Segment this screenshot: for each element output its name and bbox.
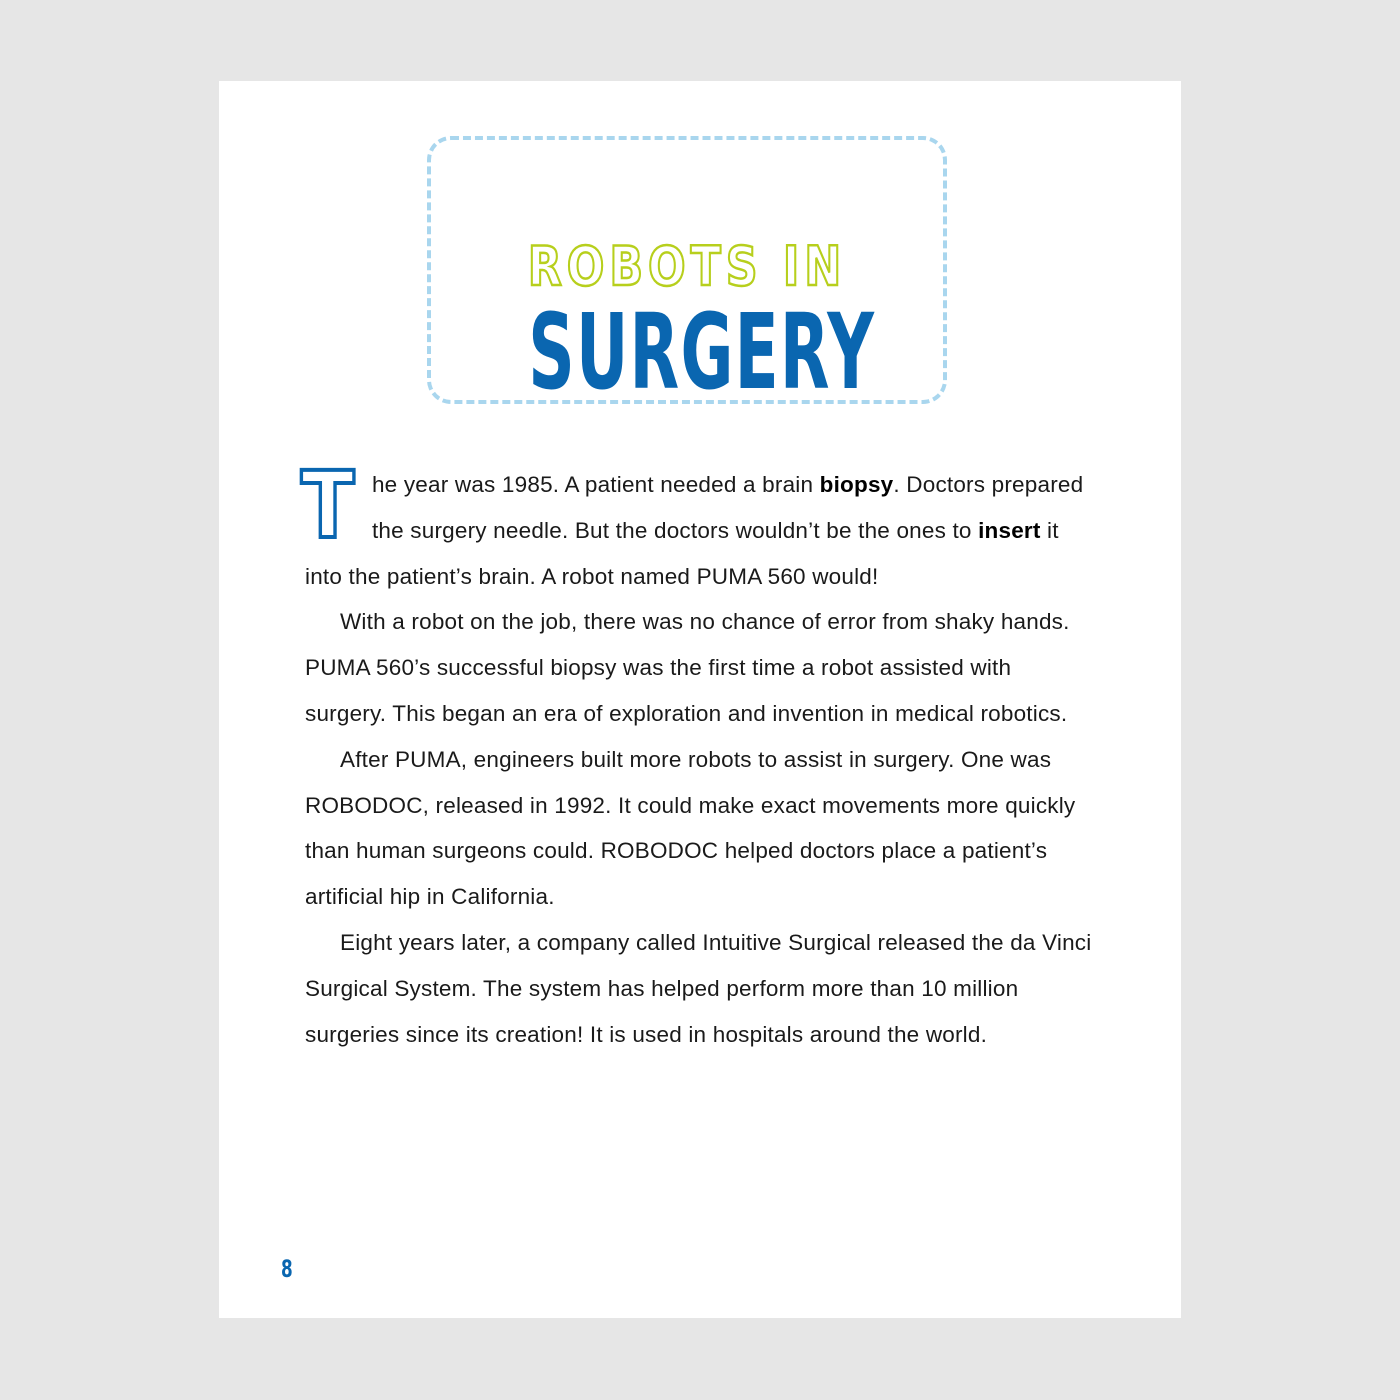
page-number: 8 bbox=[281, 1255, 293, 1283]
drop-cap: T bbox=[301, 452, 355, 559]
paragraph bbox=[305, 737, 1095, 920]
glossary-term: biopsy bbox=[819, 472, 894, 497]
text-segment: . Doctors prepared the surgery needle. But the doctors wouldn’t be the ones to bbox=[371, 472, 1084, 543]
title-line-1: ROBOTS IN bbox=[527, 235, 847, 298]
title-box bbox=[427, 136, 947, 413]
paragraph bbox=[305, 920, 1095, 1057]
paragraph bbox=[301, 452, 1095, 599]
text-segment: he year was 1985. A patient needed a brain bbox=[371, 472, 820, 497]
text-segment: it into the patient’s brain. A robot named PUMA 560 would! bbox=[305, 517, 1059, 589]
text-segment: Eight years later, a company called Intuitive Surgical released the da Vinci Surgical System. The system has helped perform more than 10 million surgeries since its creation! It is used in hospitals around the world. bbox=[305, 929, 1092, 1047]
title-line-2: SURGERY bbox=[528, 291, 876, 413]
book-page bbox=[219, 81, 1181, 1318]
text-segment: With a robot on the job, there was no chance of error from shaky hands. PUMA 560’s successful biopsy was the first time a robot assisted with surgery. This began an era of exploration and invention in medical robotics. bbox=[305, 609, 1070, 726]
body-text bbox=[301, 452, 1095, 1057]
glossary-term: insert bbox=[978, 517, 1041, 543]
text-segment: After PUMA, engineers built more robots to assist in surgery. One was ROBODOC, released in 1992. It could make exact movements more quickly than human surgeons could. ROBODOC helped doctors place a patient’s artificial hip in California. bbox=[305, 746, 1076, 910]
paragraph bbox=[305, 599, 1095, 736]
